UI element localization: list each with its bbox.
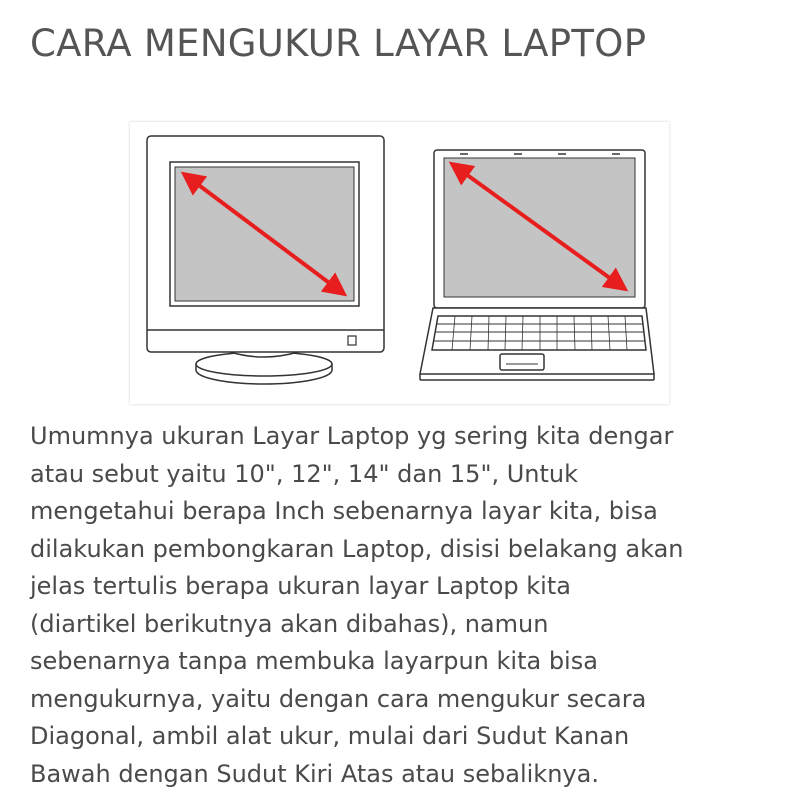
page-title: CARA MENGUKUR LAYAR LAPTOP	[30, 22, 647, 65]
body-line: atau sebut yaitu 10", 12", 14" dan 15", Untuk	[30, 459, 579, 488]
screen-measurement-illustration	[130, 122, 669, 404]
body-line: mengetahui berapa Inch sebenarnya layar kita, bisa	[30, 497, 658, 525]
body-line: jelas tertulis berapa ukuran layar Laptop kita	[30, 572, 571, 600]
body-line: Umumnya ukuran Layar Laptop yg sering kita dengar	[30, 422, 674, 450]
body-line: Diagonal, ambil alat ukur, mulai dari Sudut Kanan	[30, 722, 630, 750]
body-line: (diartikel berikutnya akan dibahas), namun	[30, 609, 549, 638]
body-line: sebenarnya tanpa membuka layarpun kita bisa	[30, 647, 598, 675]
body-line: dilakukan pembongkaran Laptop, disisi belakang akan	[30, 534, 684, 563]
article-body	[30, 418, 775, 793]
body-line: mengukurnya, yaitu dengan cara mengukur secara	[30, 684, 647, 713]
body-line: Bawah dengan Sudut Kiri Atas atau sebaliknya.	[30, 759, 599, 788]
